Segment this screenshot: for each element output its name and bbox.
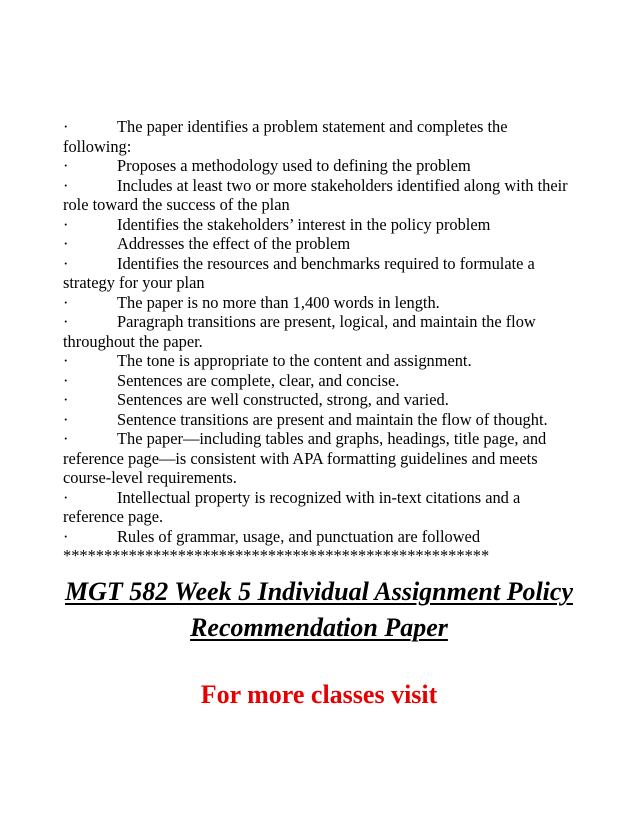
list-item-text: The paper identifies a problem statement and completes the following: (63, 117, 508, 156)
list-item (63, 488, 573, 527)
list-item-text: Identifies the stakeholders’ interest in the policy problem (117, 214, 491, 234)
list-item (63, 390, 573, 410)
list-item (63, 176, 573, 215)
list-item-text: The tone is appropriate to the content and assignment. (117, 351, 472, 370)
bullet-marker: · (63, 214, 69, 234)
bullet-marker: · (63, 409, 69, 429)
list-item (63, 527, 573, 547)
list-item-text: Intellectual property is recognized with in-text citations and a reference page. (63, 487, 521, 526)
bullet-marker: · (63, 156, 69, 175)
list-item (63, 215, 573, 235)
list-item (63, 351, 573, 371)
bullet-marker: · (63, 234, 69, 253)
list-item-text: Paragraph transitions are present, logical, and maintain the flow throughout the paper. (63, 312, 536, 351)
list-item-text: Includes at least two or more stakeholders identified along with their role toward the success of the plan (63, 175, 568, 214)
bullet-marker: · (63, 292, 69, 312)
bullet-marker: · (63, 390, 69, 409)
list-item (63, 293, 573, 313)
list-item (63, 117, 573, 156)
bullet-marker: · (63, 351, 69, 370)
list-item-text: Sentences are well constructed, strong, and varied. (117, 390, 449, 409)
list-item (63, 312, 573, 351)
page-title (63, 574, 575, 646)
bullet-marker: · (63, 487, 69, 507)
list-item-text: Rules of grammar, usage, and punctuation are followed (117, 526, 481, 546)
list-item (63, 254, 573, 293)
assignment-title: MGT 582 Week 5 Individual Assignment Policy Recommendation Paper (65, 577, 573, 642)
list-item-text: Proposes a methodology used to defining the problem (117, 156, 471, 175)
bullet-marker: · (63, 253, 69, 273)
list-item (63, 371, 573, 391)
list-item-text: Sentences are complete, clear, and concise. (117, 370, 400, 390)
asterisk-separator: **************************************************** (63, 546, 490, 565)
bullet-marker: · (63, 312, 69, 331)
list-item-text: Identifies the resources and benchmarks required to formulate a strategy for your plan (63, 253, 535, 292)
bullet-marker: · (63, 370, 69, 390)
list-item-text: Addresses the effect of the problem (117, 234, 351, 253)
bullet-marker: · (63, 429, 69, 448)
visit-text: For more classes visit (200, 680, 438, 709)
list-item (63, 410, 573, 430)
requirements-list (63, 117, 573, 566)
list-item (63, 234, 573, 254)
bullet-marker: · (63, 175, 69, 195)
bullet-marker: · (63, 117, 69, 136)
list-item (63, 429, 573, 488)
list-item-text: The paper is no more than 1,400 words in length. (117, 292, 440, 312)
list-item (63, 156, 573, 176)
list-item-text: Sentence transitions are present and maintain the flow of thought. (117, 409, 548, 429)
bullet-marker: · (63, 526, 69, 546)
list-item-text: The paper—including tables and graphs, headings, title page, and reference page—is consistent with APA formatting guidelines and meets course-level requirements. (63, 429, 547, 487)
